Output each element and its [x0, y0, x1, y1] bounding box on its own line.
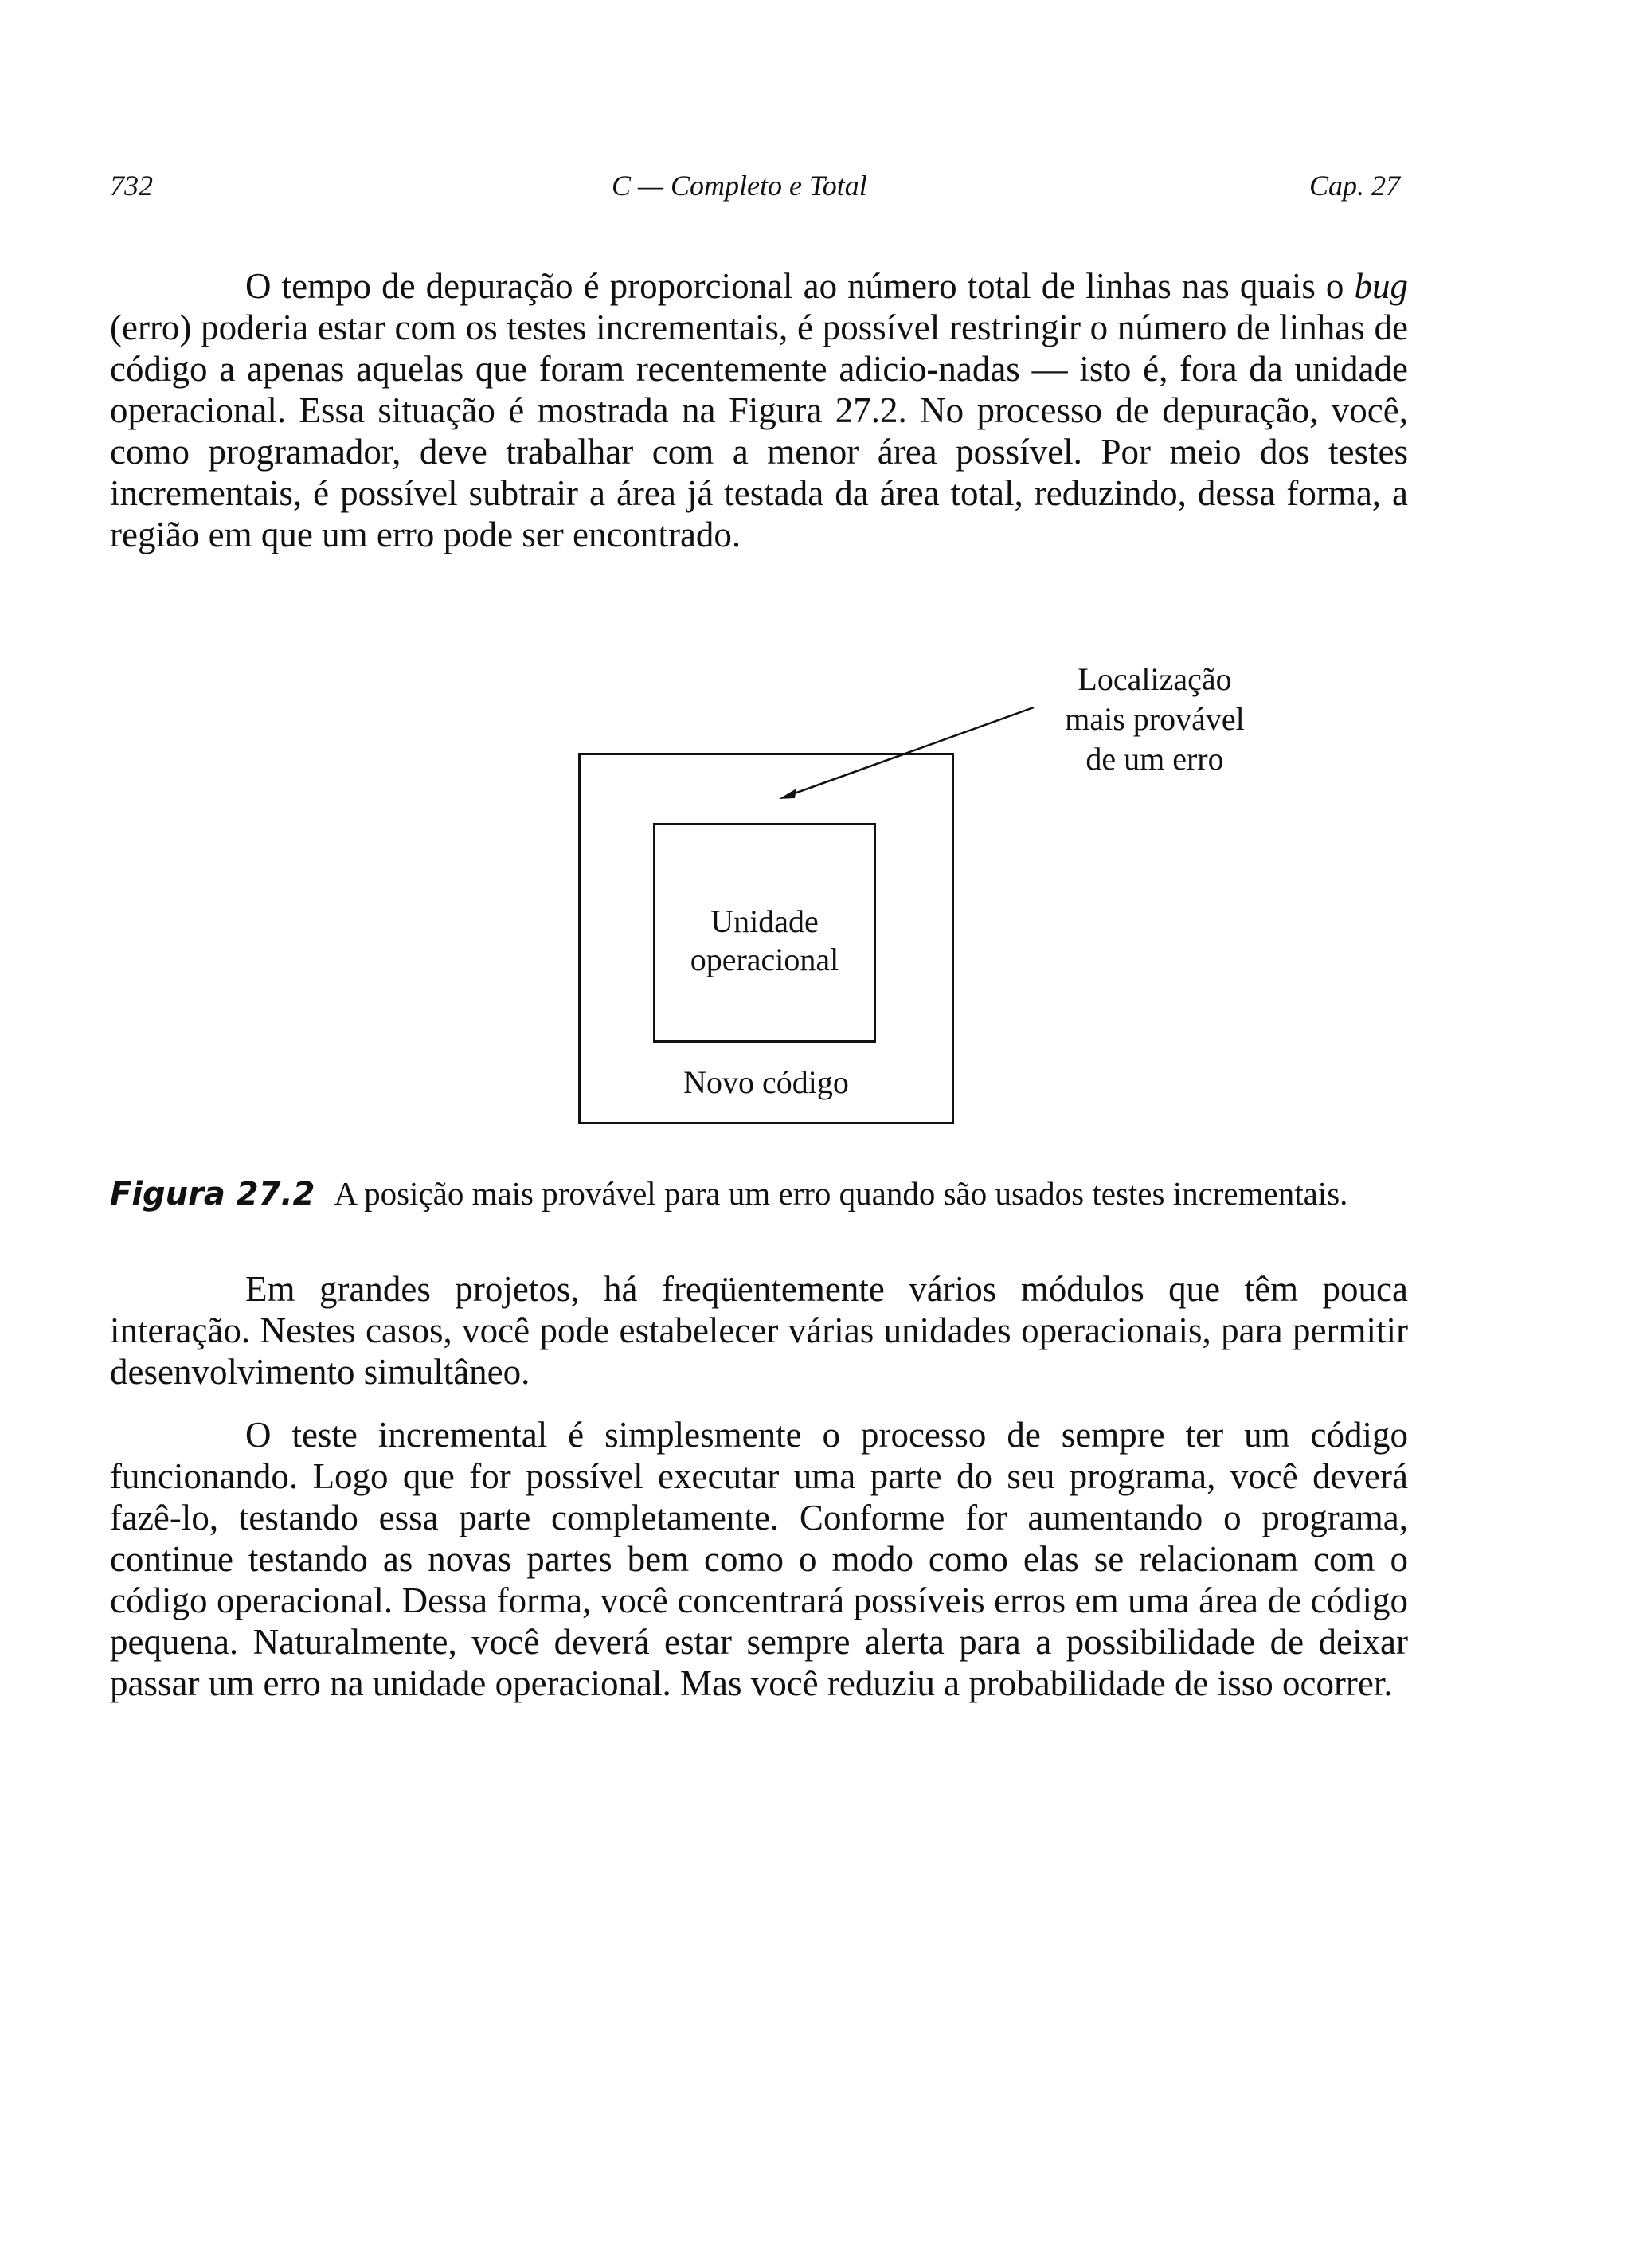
figure-caption: [110, 1173, 1464, 1215]
paragraph-1-text-a: O tempo de depuração é proporcional ao número total de linhas nas quais o: [245, 266, 1355, 306]
book-title: C — Completo e Total: [612, 170, 867, 202]
error-location-label: [1035, 660, 1274, 779]
new-code-label: Novo código: [683, 1064, 849, 1100]
figure-caption-label: Figura 27.2: [110, 1176, 315, 1212]
paragraph-1-text-b: (erro) poderia estar com os testes incrementais, é possível restringir o número de linhas de código a apenas aquelas que foram recentemente adicio-nadas — isto é, fora da unidade operacional. Essa situação é mostrada na Figura 27.2. No processo de depuração, você, como programador, deve trabalhar com a menor área possível. Por meio dos testes incrementais, é possível subtrair a área já testada da área total, reduzindo, dessa forma, a região em que um erro pode ser encontrado.: [110, 307, 1408, 554]
callout-line-3: de um erro: [1085, 741, 1224, 777]
callout-line-1: Localização: [1078, 661, 1232, 697]
running-header: [110, 169, 1400, 217]
page-number: 732: [110, 170, 153, 202]
paragraph-3: O teste incremental é simplesmente o processo de sempre ter um código funcionando. Logo que for possível executar uma parte do seu programa, você deverá fazê-lo, testando essa parte completamente. Conforme for aumentando o programa, continue testando as novas partes bem como o modo como elas se relacionam com o código operacional. Dessa forma, você concentrará possíveis erros em uma área de código pequena. Naturalmente, você deverá estar sempre alerta para a possibilidade de deixar passar um erro na unidade operacional. Mas você reduziu a probabilidade de isso ocorrer.: [110, 1415, 1408, 1703]
bug-term: bug: [1354, 266, 1408, 306]
chapter-label: Cap. 27: [1308, 170, 1400, 202]
figure-27-2: [557, 653, 1274, 1147]
paragraph-1: [110, 265, 1408, 555]
paragraph-2: Em grandes projetos, há freqüentemente vários módulos que têm pouca interação. Nestes casos, você pode estabelecer várias unidades operacionais, para permitir desenvolvimento simultâneo.: [110, 1269, 1408, 1392]
inner-label-line-1: Unidade: [710, 903, 819, 939]
figure-caption-text: A posição mais provável para um erro quando são usados testes incrementais.: [334, 1175, 1348, 1212]
operational-unit-label: [653, 903, 876, 979]
inner-label-line-2: operacional: [690, 942, 839, 977]
callout-line-2: mais provável: [1065, 701, 1245, 737]
